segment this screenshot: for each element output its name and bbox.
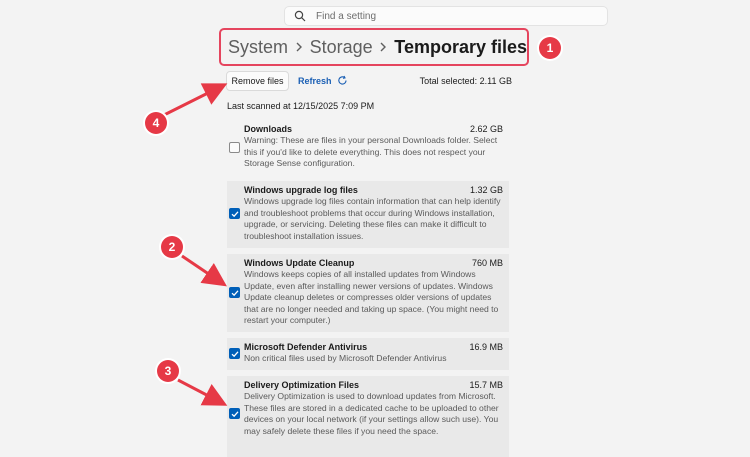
list-item-delivery-optimization[interactable] bbox=[227, 376, 509, 457]
callout-3: 3 bbox=[157, 360, 179, 382]
list-item-windows-update-cleanup[interactable] bbox=[227, 254, 509, 332]
item-title: Delivery Optimization Files bbox=[244, 380, 360, 390]
chevron-right-icon bbox=[373, 42, 395, 52]
checkbox-defender-antivirus[interactable] bbox=[229, 348, 240, 359]
callout-1: 1 bbox=[539, 37, 561, 59]
checkmark-icon bbox=[231, 210, 239, 218]
item-size: 2.62 GB bbox=[469, 124, 503, 134]
callout-4: 4 bbox=[145, 112, 167, 134]
breadcrumb-storage[interactable]: Storage bbox=[309, 36, 373, 57]
item-description: Warning: These are files in your personal Downloads folder. Select this if you'd like to delete everything. This does not respect your Storage Sense configuration. bbox=[244, 135, 498, 168]
checkbox-delivery-optimization[interactable] bbox=[229, 408, 240, 419]
callout-2: 2 bbox=[161, 236, 183, 258]
item-description: Windows keeps copies of all installed updates from Windows Update, even after installing newer versions of updates. Windows Update cleanup deletes or compresses older versions of updates that are no longer needed and taking up space. (You might need to restart your computer.) bbox=[244, 269, 499, 325]
item-title: Windows Update Cleanup bbox=[244, 258, 355, 268]
item-title: Microsoft Defender Antivirus bbox=[244, 342, 368, 352]
item-description: Non critical files used by Microsoft Defender Antivirus bbox=[244, 353, 447, 363]
last-scanned: Last scanned at 12/15/2025 7:09 PM bbox=[227, 101, 375, 111]
toolbar bbox=[226, 71, 512, 93]
page-title: Temporary files bbox=[394, 36, 527, 57]
refresh-button[interactable] bbox=[298, 75, 348, 86]
arrow-3 bbox=[178, 380, 222, 403]
search-input[interactable] bbox=[314, 10, 578, 23]
list-item-downloads[interactable] bbox=[227, 120, 509, 176]
item-size: 1.32 GB bbox=[469, 185, 503, 195]
list-item-windows-upgrade-log[interactable] bbox=[227, 181, 509, 248]
item-title: Downloads bbox=[244, 124, 293, 134]
checkmark-icon bbox=[231, 410, 239, 418]
search-icon bbox=[294, 10, 306, 22]
breadcrumb bbox=[219, 28, 529, 66]
item-size: 760 MB bbox=[471, 258, 503, 268]
item-size: 16.9 MB bbox=[469, 342, 503, 352]
checkbox-windows-update-cleanup[interactable] bbox=[229, 287, 240, 298]
arrow-2 bbox=[182, 256, 222, 283]
checkmark-icon bbox=[231, 350, 239, 358]
breadcrumb-system[interactable]: System bbox=[228, 36, 289, 57]
total-selected: Total selected: 2.11 GB bbox=[419, 76, 512, 86]
checkbox-windows-upgrade-log[interactable] bbox=[229, 208, 240, 219]
list-item-defender-antivirus[interactable] bbox=[227, 338, 509, 370]
refresh-label: Refresh bbox=[298, 75, 332, 86]
item-title: Windows upgrade log files bbox=[244, 185, 358, 195]
item-description: Windows upgrade log files contain information that can help identify and troubleshoot problems that occur during Windows installation, upgrade, or servicing. Deleting these files can make it difficult to troubleshoot installation issues. bbox=[244, 196, 501, 241]
chevron-right-icon bbox=[288, 42, 310, 52]
search-box[interactable] bbox=[284, 6, 608, 26]
refresh-icon bbox=[337, 75, 348, 86]
arrow-4 bbox=[164, 86, 222, 115]
checkbox-downloads[interactable] bbox=[229, 142, 240, 153]
checkmark-icon bbox=[231, 289, 239, 297]
item-size: 15.7 MB bbox=[469, 380, 503, 390]
remove-files-button[interactable]: Remove files bbox=[226, 71, 289, 91]
item-description: Delivery Optimization is used to download updates from Microsoft. These files are stored in a dedicated cache to be uploaded to other devices on your local network (if your settings allow such use). You may safely delete these files if you need the space. bbox=[244, 391, 499, 436]
